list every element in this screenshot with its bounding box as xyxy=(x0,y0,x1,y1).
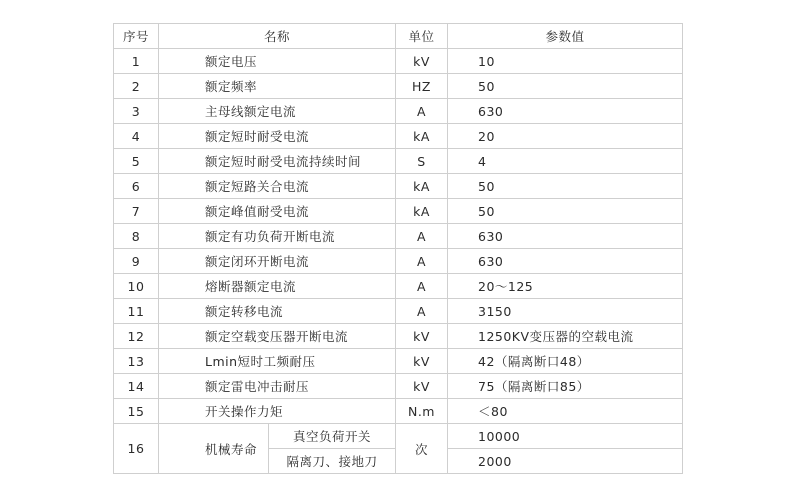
table-row xyxy=(114,424,683,449)
row-value: 75（隔离断口85） xyxy=(448,374,683,399)
row-unit: A xyxy=(396,299,448,324)
row-value: 4 xyxy=(448,149,683,174)
row-no: 6 xyxy=(114,174,159,199)
header-unit: 单位 xyxy=(396,24,448,49)
row-value: ＜80 xyxy=(448,399,683,424)
row-no: 4 xyxy=(114,124,159,149)
row-unit: 次 xyxy=(396,424,448,474)
row-unit: kA xyxy=(396,174,448,199)
table-row xyxy=(114,299,683,324)
row-no: 14 xyxy=(114,374,159,399)
row-name: 额定峰值耐受电流 xyxy=(159,199,396,224)
row-value: 630 xyxy=(448,99,683,124)
row-no: 1 xyxy=(114,49,159,74)
row-value: 2000 xyxy=(448,449,683,474)
row-unit: kV xyxy=(396,374,448,399)
sub-item-label: 隔离刀、接地刀 xyxy=(269,449,396,474)
row-value: 3150 xyxy=(448,299,683,324)
row-no: 8 xyxy=(114,224,159,249)
table-row xyxy=(114,374,683,399)
table-header-row xyxy=(114,24,683,49)
row-unit: kA xyxy=(396,124,448,149)
row-unit: A xyxy=(396,249,448,274)
row-name: 额定有功负荷开断电流 xyxy=(159,224,396,249)
row-unit: A xyxy=(396,99,448,124)
row-name: 额定频率 xyxy=(159,74,396,99)
table-row xyxy=(114,349,683,374)
row-no: 11 xyxy=(114,299,159,324)
row-value: 20～125 xyxy=(448,274,683,299)
table-row xyxy=(114,399,683,424)
row-name: 开关操作力矩 xyxy=(159,399,396,424)
row-unit: kA xyxy=(396,199,448,224)
row-unit: kV xyxy=(396,49,448,74)
row-value: 20 xyxy=(448,124,683,149)
row-value: 42（隔离断口48） xyxy=(448,349,683,374)
row-no: 10 xyxy=(114,274,159,299)
table-row xyxy=(114,324,683,349)
table-row xyxy=(114,174,683,199)
table-row xyxy=(114,149,683,174)
table-row xyxy=(114,224,683,249)
row-no: 13 xyxy=(114,349,159,374)
row-value: 10000 xyxy=(448,424,683,449)
row-name: 额定短时耐受电流持续时间 xyxy=(159,149,396,174)
row-value: 10 xyxy=(448,49,683,74)
row-no: 9 xyxy=(114,249,159,274)
row-no: 12 xyxy=(114,324,159,349)
row-value: 50 xyxy=(448,199,683,224)
row-unit: kV xyxy=(396,349,448,374)
row-unit: kV xyxy=(396,324,448,349)
row-name: 额定雷电冲击耐压 xyxy=(159,374,396,399)
row-value: 630 xyxy=(448,224,683,249)
row-value: 630 xyxy=(448,249,683,274)
table-row xyxy=(114,74,683,99)
row-no: 7 xyxy=(114,199,159,224)
table-row xyxy=(114,124,683,149)
row-name: 机械寿命 xyxy=(159,424,269,474)
row-name: 主母线额定电流 xyxy=(159,99,396,124)
header-no: 序号 xyxy=(114,24,159,49)
row-no: 15 xyxy=(114,399,159,424)
table-row xyxy=(114,249,683,274)
row-unit: N.m xyxy=(396,399,448,424)
row-no: 3 xyxy=(114,99,159,124)
row-no: 5 xyxy=(114,149,159,174)
row-name: Lmin短时工频耐压 xyxy=(159,349,396,374)
table-row xyxy=(114,199,683,224)
row-no: 2 xyxy=(114,74,159,99)
row-unit: S xyxy=(396,149,448,174)
row-unit: A xyxy=(396,274,448,299)
row-name: 额定短时耐受电流 xyxy=(159,124,396,149)
row-no: 16 xyxy=(114,424,159,474)
row-unit: HZ xyxy=(396,74,448,99)
header-value: 参数值 xyxy=(448,24,683,49)
row-name: 熔断器额定电流 xyxy=(159,274,396,299)
row-name: 额定电压 xyxy=(159,49,396,74)
parameter-table xyxy=(113,23,683,474)
row-value: 50 xyxy=(448,174,683,199)
row-value: 50 xyxy=(448,74,683,99)
row-name: 额定空载变压器开断电流 xyxy=(159,324,396,349)
table-row xyxy=(114,274,683,299)
row-name: 额定闭环开断电流 xyxy=(159,249,396,274)
sub-item-label: 真空负荷开关 xyxy=(269,424,396,449)
row-name: 额定短路关合电流 xyxy=(159,174,396,199)
row-unit: A xyxy=(396,224,448,249)
row-value: 1250KV变压器的空载电流 xyxy=(448,324,683,349)
table-row xyxy=(114,49,683,74)
row-name: 额定转移电流 xyxy=(159,299,396,324)
table-row xyxy=(114,99,683,124)
header-name: 名称 xyxy=(159,24,396,49)
